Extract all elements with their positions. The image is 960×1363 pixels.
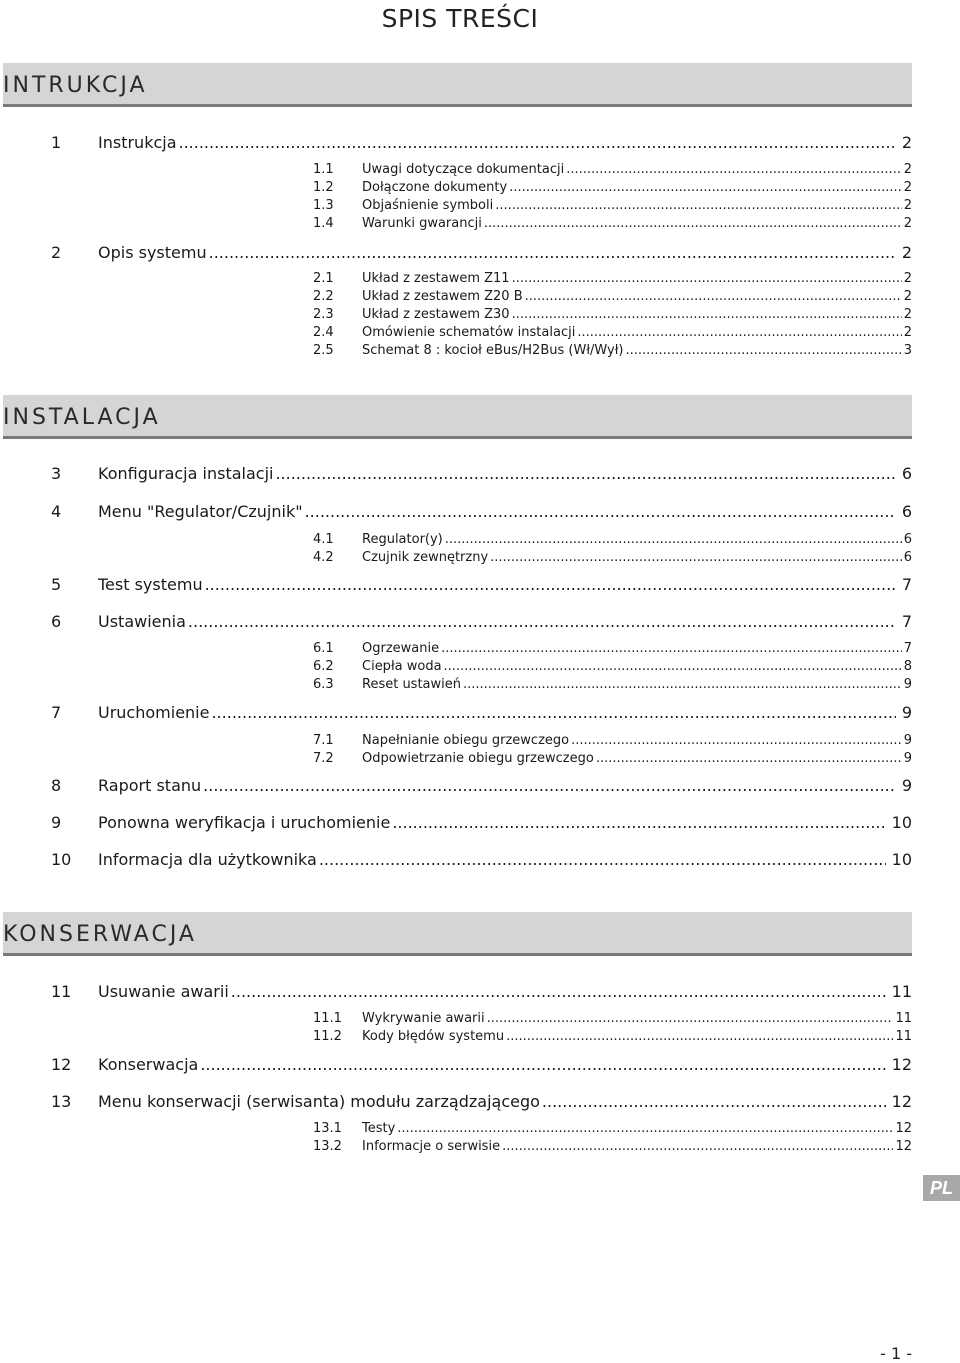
toc-entry-page: 11 [891,982,912,1001]
toc-entry[interactable] [0,1053,960,1077]
toc-entry-page: 9 [903,733,912,748]
toc-entry[interactable] [0,342,960,360]
dot-leader [209,241,896,265]
section-heading-konserwacja [3,912,912,956]
toc-entry-number: 5 [51,575,62,594]
toc-entry-page: 6 [903,550,912,565]
toc-entry-number: 2.4 [313,325,334,340]
toc-entry[interactable] [0,1010,960,1028]
toc-entry-page: 10 [891,850,912,869]
toc-entry[interactable] [0,658,960,676]
toc-entry-title: Raport stanu [98,776,202,795]
toc-entry-number: 6.3 [313,677,334,692]
toc-entry-page: 12 [895,1139,912,1154]
toc-entry-page: 9 [903,751,912,766]
dot-leader [275,462,895,486]
toc-entry-page: 12 [895,1121,912,1136]
dot-leader [502,1138,893,1156]
toc-entry-number: 11.1 [313,1011,342,1026]
dot-leader [484,215,902,233]
dot-leader [205,573,896,597]
toc-entry[interactable] [0,774,960,798]
dot-leader [625,342,901,360]
dot-leader [509,179,902,197]
dot-leader [392,811,885,835]
toc-entry-page: 2 [903,216,912,231]
toc-entry-title: Układ z zestawem Z30 [362,307,510,322]
toc-entry[interactable] [0,500,960,524]
toc-entry-number: 4.2 [313,550,334,565]
dot-leader [571,732,902,750]
toc-entry-title: Konfiguracja instalacji [98,464,274,483]
toc-entry-title: Usuwanie awarii [98,982,229,1001]
toc-entry-number: 8 [51,776,62,795]
toc-entry-number: 12 [51,1055,72,1074]
toc-entry-page: 2 [901,243,912,262]
toc-entry[interactable] [0,462,960,486]
dot-leader [577,324,901,342]
toc-entry-page: 6 [903,532,912,547]
dot-leader [495,197,901,215]
page-title: SPIS TREŚCI [381,4,539,33]
toc-entry-title: Uwagi dotyczące dokumentacji [362,162,565,177]
toc-entry[interactable] [0,610,960,634]
dot-leader [305,500,896,524]
toc-entry[interactable] [0,732,960,750]
dot-leader [596,750,902,768]
toc-entry-title: Schemat 8 : kocioł eBus/H2Bus (Wł/Wył) [362,343,624,358]
toc-entry-page: 7 [901,612,912,631]
toc-entry-title: Omówienie schematów instalacji [362,325,576,340]
toc-entry-page: 6 [901,464,912,483]
toc-entry-title: Ponowna weryfikacja i uruchomienie [98,813,391,832]
toc-entry[interactable] [0,848,960,872]
toc-entry-number: 2.3 [313,307,334,322]
toc-entry-page: 12 [891,1055,912,1074]
dot-leader [188,610,896,634]
toc-entry-title: Układ z zestawem Z11 [362,271,510,286]
toc-entry-title: Testy [362,1121,396,1136]
toc-entry[interactable] [0,215,960,233]
dot-leader [566,161,901,179]
toc-entry-number: 4.1 [313,532,334,547]
toc-entry[interactable] [0,179,960,197]
toc-entry-title: Ogrzewanie [362,641,440,656]
toc-entry[interactable] [0,197,960,215]
toc-entry-title: Dołączone dokumenty [362,180,508,195]
toc-entry[interactable] [0,288,960,306]
dot-leader [506,1028,893,1046]
toc-entry-number: 11.2 [313,1029,342,1044]
toc-entry-number: 13 [51,1092,72,1111]
toc-entry-number: 3 [51,464,62,483]
toc-entry-title: Opis systemu [98,243,207,262]
toc-entry[interactable] [0,241,960,265]
toc-entry-number: 13.1 [313,1121,342,1136]
toc-entry-number: 7.2 [313,751,334,766]
toc-entry-title: Kody błędów systemu [362,1029,505,1044]
section-heading-intrukcja [3,63,912,107]
toc-entry-page: 2 [903,198,912,213]
toc-entry-page: 9 [903,677,912,692]
dot-leader [512,306,902,324]
toc-entry-page: 2 [903,307,912,322]
toc-entry[interactable] [0,811,960,835]
toc-entry[interactable] [0,1120,960,1138]
toc-entry-title: Układ z zestawem Z20 B [362,289,523,304]
toc-entry[interactable] [0,676,960,694]
toc-entry[interactable] [0,573,960,597]
toc-entry-title: Regulator(y) [362,532,443,547]
toc-entry-page: 2 [901,133,912,152]
toc-entry-number: 6.2 [313,659,334,674]
section-heading-label: INSTALACJA [3,405,161,430]
toc-entry-page: 11 [895,1011,912,1026]
toc-entry-number: 1.3 [313,198,334,213]
toc-entry-number: 2.2 [313,289,334,304]
toc-entry[interactable] [0,531,960,549]
toc-entry-number: 7.1 [313,733,334,748]
toc-entry[interactable] [0,306,960,324]
toc-entry-page: 7 [903,641,912,656]
toc-entry-page: 2 [903,162,912,177]
toc-entry-page: 2 [903,180,912,195]
toc-entry[interactable] [0,640,960,658]
toc-entry[interactable] [0,324,960,342]
toc-entry-title: Reset ustawień [362,677,462,692]
dot-leader [200,1053,885,1077]
toc-entry-page: 10 [891,813,912,832]
toc-entry-title: Ciepła woda [362,659,442,674]
toc-entry[interactable] [0,161,960,179]
toc-entry-title: Uruchomienie [98,703,210,722]
toc-entry-page: 6 [901,502,912,521]
toc-entry-number: 6 [51,612,62,631]
dot-leader [179,131,896,155]
toc-entry-number: 11 [51,982,72,1001]
toc-entry-title: Informacje o serwisie [362,1139,501,1154]
dot-leader [445,531,902,549]
toc-entry-page: 2 [903,271,912,286]
page-number-footer: - 1 - [880,1344,912,1363]
toc-entry[interactable] [0,980,960,1004]
toc-entry-number: 1 [51,133,62,152]
toc-entry-title: Instrukcja [98,133,177,152]
section-heading-label: INTRUKCJA [3,73,148,98]
toc-entry-title: Menu "Regulator/Czujnik" [98,502,303,521]
dot-leader [487,1010,894,1028]
toc-entry-number: 1.4 [313,216,334,231]
dot-leader [203,774,896,798]
toc-entry-number: 2 [51,243,62,262]
dot-leader [444,658,902,676]
toc-entry-title: Menu konserwacji (serwisanta) modułu zarządzającego [98,1092,540,1111]
toc-entry-page: 11 [895,1029,912,1044]
toc-entry-title: Informacja dla użytkownika [98,850,317,869]
toc-entry-number: 13.2 [313,1139,342,1154]
toc-entry-page: 9 [901,776,912,795]
toc-entry-number: 10 [51,850,72,869]
toc-entry-title: Ustawienia [98,612,186,631]
toc-entry-number: 9 [51,813,62,832]
toc-entry-title: Objaśnienie symboli [362,198,494,213]
toc-entry-number: 7 [51,703,62,722]
toc-entry[interactable] [0,1028,960,1046]
dot-leader [231,980,886,1004]
toc-entry-title: Odpowietrzanie obiegu grzewczego [362,751,594,766]
toc-entry-number: 4 [51,502,62,521]
toc-entry[interactable] [0,701,960,725]
toc-entry-page: 2 [903,289,912,304]
language-tab: PL [923,1175,960,1201]
dot-leader [542,1090,886,1114]
toc-entry-page: 12 [891,1092,912,1111]
dot-leader [319,848,886,872]
dot-leader [490,549,902,567]
toc-entry-page: 8 [903,659,912,674]
toc-entry-page: 9 [901,703,912,722]
dot-leader [463,676,902,694]
toc-entry-number: 2.5 [313,343,334,358]
toc-entry[interactable] [0,549,960,567]
toc-entry-number: 1.2 [313,180,334,195]
toc-entry-number: 2.1 [313,271,334,286]
toc-entry[interactable] [0,270,960,288]
toc-entry[interactable] [0,1138,960,1156]
dot-leader [397,1120,893,1138]
section-heading-label: KONSERWACJA [3,922,197,947]
toc-entry[interactable] [0,1090,960,1114]
section-heading-instalacja [3,395,912,439]
toc-entry[interactable] [0,131,960,155]
toc-entry-page: 7 [901,575,912,594]
toc-entry[interactable] [0,750,960,768]
toc-entry-title: Konserwacja [98,1055,199,1074]
toc-entry-title: Czujnik zewnętrzny [362,550,489,565]
toc-entry-title: Wykrywanie awarii [362,1011,485,1026]
toc-entry-page: 3 [903,343,912,358]
toc-entry-title: Napełnianie obiegu grzewczego [362,733,570,748]
toc-entry-number: 1.1 [313,162,334,177]
toc-entry-title: Warunki gwarancji [362,216,482,231]
dot-leader [525,288,902,306]
dot-leader [512,270,902,288]
toc-entry-title: Test systemu [98,575,203,594]
toc-entry-page: 2 [903,325,912,340]
dot-leader [441,640,902,658]
dot-leader [211,701,895,725]
toc-entry-number: 6.1 [313,641,334,656]
